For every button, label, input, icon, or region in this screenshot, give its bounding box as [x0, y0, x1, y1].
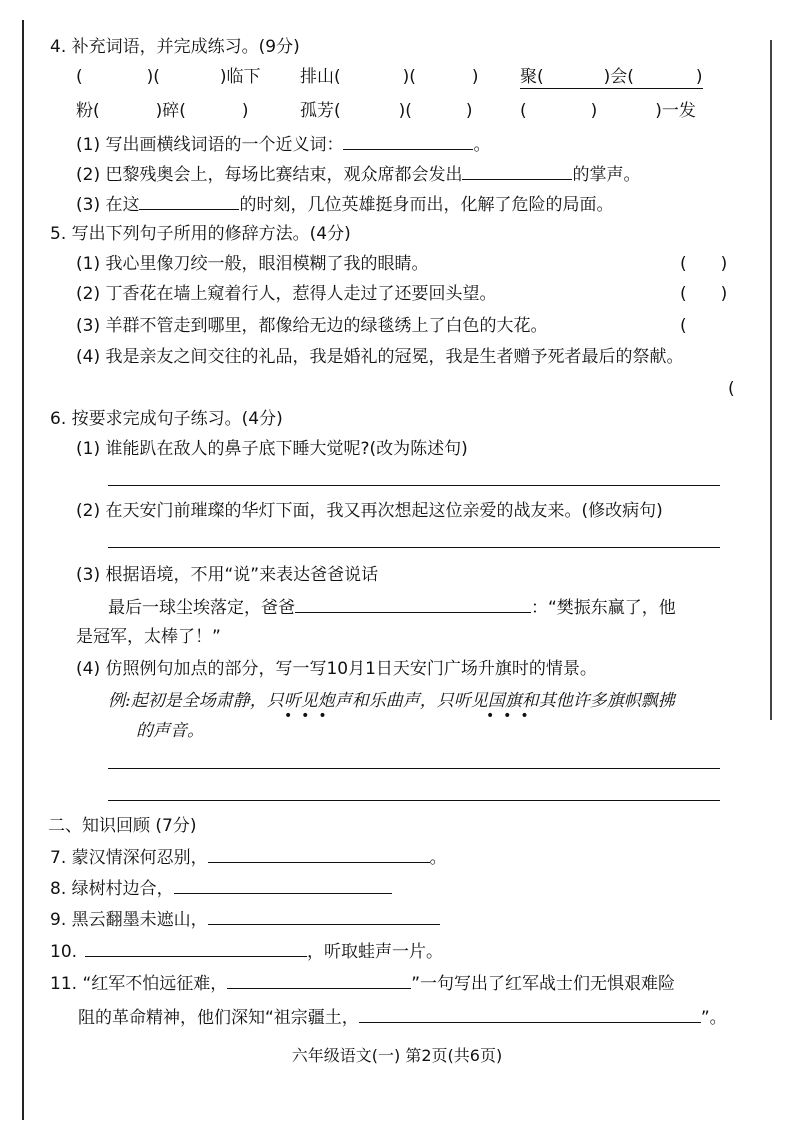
answer-blank[interactable]	[359, 1006, 701, 1023]
q5-answer-paren-2[interactable]	[680, 283, 727, 305]
answer-blank[interactable]	[462, 163, 572, 180]
paren: )	[471, 67, 479, 87]
paren: )	[241, 101, 249, 121]
q4-row1-c-underlined	[520, 66, 703, 89]
paren: )	[720, 284, 728, 304]
idiom-fragment: )一发	[655, 101, 696, 121]
paren: )(	[402, 67, 416, 87]
question-text: 11. “红军不怕远征难，	[50, 974, 228, 994]
question-text: 最后一球尘埃落定，爸爸	[108, 598, 295, 618]
q4-title: 4. 补充词语，并完成练习。(9分)	[50, 37, 300, 57]
idiom-fragment: 孤芳(	[300, 101, 341, 121]
idiom-fragment: 聚(	[520, 67, 544, 87]
answer-line[interactable]	[108, 768, 720, 769]
question-text: ：“樊振东赢了，他	[531, 598, 676, 618]
q10	[50, 940, 443, 963]
punct: 。	[473, 135, 491, 155]
q4-sub3	[76, 193, 613, 216]
q9	[50, 908, 440, 931]
paren: )(	[146, 67, 160, 87]
q11-line2	[78, 1006, 727, 1029]
q5-item-4: (4) 我是亲友之间交往的礼品，我是婚礼的冠冕，我是生者赠予死者最后的祭献。	[76, 347, 684, 367]
q4-row1-b	[300, 66, 479, 88]
q7	[50, 846, 447, 869]
right-margin-rule	[770, 40, 772, 720]
page-footer: 六年级语文(一) 第2页(共6页)	[291, 1046, 503, 1065]
example-text: 起初是全场肃静，只听见炮声和乐曲声，只听见国旗和其他许多旗帜飘拂	[130, 691, 675, 711]
q4-row2-b	[300, 100, 473, 122]
question-text: 阻的革命精神，他们深知“祖宗疆土，	[78, 1008, 359, 1028]
q6-s2: (2) 在天安门前璀璨的华灯下面，我又再次想起这位亲爱的战友来。(修改病句)	[76, 501, 663, 521]
paren: (	[680, 316, 687, 336]
answer-blank[interactable]	[174, 877, 392, 894]
question-text: ”一句写出了红军战士们无惧艰难险	[411, 974, 676, 994]
idiom-fragment: )会(	[603, 67, 634, 87]
q6-s4: (4) 仿照例句加点的部分，写一写10月1日天安门广场升旗时的情景。	[76, 659, 597, 679]
q5-item-3: (3) 羊群不管走到哪里，都像给无边的绿毯绣上了白色的大花。	[76, 316, 548, 336]
answer-line[interactable]	[108, 547, 720, 548]
answer-blank[interactable]	[139, 193, 239, 210]
question-text: 的时刻，几位英雄挺身而出，化解了危险的局面。	[239, 195, 614, 215]
paren: )	[695, 67, 703, 87]
q5-item-1: (1) 我心里像刀绞一般，眼泪模糊了我的眼睛。	[76, 254, 429, 274]
q4-sub2	[76, 163, 640, 186]
section2-title: 二、知识回顾 (7分)	[48, 816, 197, 836]
q6-s3-line2: 是冠军，太棒了！”	[76, 627, 221, 647]
question-text: (3) 在这	[76, 195, 140, 215]
idiom-fragment: )临下	[219, 67, 261, 87]
paren: (	[728, 379, 735, 399]
answer-line[interactable]	[108, 800, 720, 801]
question-text: ，听取蛙声一片。	[307, 942, 444, 962]
paren: (	[520, 101, 527, 121]
question-text: 的掌声。	[572, 165, 641, 185]
punct: 。	[429, 848, 447, 868]
paren: (	[680, 284, 687, 304]
q4-row1-a	[76, 66, 261, 88]
q8	[50, 877, 392, 900]
left-margin-rule	[22, 20, 24, 1120]
q4-sub1	[76, 133, 490, 156]
paren: (	[76, 67, 83, 87]
q6-example-line1	[108, 690, 675, 712]
question-text: 7. 蒙汉情深何忍别，	[50, 848, 208, 868]
paren: )(	[398, 101, 412, 121]
paren: )	[590, 101, 598, 121]
example-label: 例:	[108, 691, 131, 711]
paren: (	[680, 254, 687, 274]
question-number: 10.	[50, 942, 78, 962]
q5-item-2: (2) 丁香花在墙上窥着行人，惹得人走过了还要回头望。	[76, 284, 497, 304]
emphasis-dots: • • •	[284, 708, 327, 724]
idiom-fragment: 粉(	[76, 101, 100, 121]
question-text: (1) 写出画横线词语的一个近义词：	[76, 135, 344, 155]
punct: ”。	[700, 1008, 727, 1028]
answer-blank[interactable]	[208, 908, 440, 925]
q6-title: 6. 按要求完成句子练习。(4分)	[50, 409, 283, 429]
q5-answer-paren-3[interactable]	[680, 315, 687, 337]
q5-title: 5. 写出下列句子所用的修辞方法。(4分)	[50, 224, 351, 244]
answer-line[interactable]	[108, 485, 720, 486]
answer-blank[interactable]	[208, 846, 430, 863]
answer-blank[interactable]	[85, 940, 307, 957]
paren: )	[465, 101, 473, 121]
idiom-fragment: 排山(	[300, 67, 341, 87]
q6-s3-line1	[108, 596, 676, 619]
answer-blank[interactable]	[227, 972, 411, 989]
paren: )	[720, 254, 728, 274]
emphasis-dots: • • •	[486, 708, 529, 724]
q4-row2-a	[76, 100, 249, 122]
idiom-fragment: )碎(	[155, 101, 186, 121]
question-text: 9. 黑云翻墨未遮山，	[50, 910, 208, 930]
q6-s3: (3) 根据语境，不用“说”来表达爸爸说话	[76, 565, 379, 585]
q6-s1: (1) 谁能趴在敌人的鼻子底下睡大觉呢?(改为陈述句)	[76, 439, 468, 459]
answer-blank[interactable]	[295, 596, 531, 613]
question-text: 8. 绿树村边合，	[50, 879, 174, 899]
q4-row2-c	[520, 100, 696, 122]
q5-answer-paren-4[interactable]	[728, 378, 735, 400]
q5-answer-paren-1[interactable]	[680, 253, 727, 275]
answer-blank[interactable]	[343, 133, 473, 150]
q6-example-line2: 的声音。	[136, 721, 204, 741]
q11-line1	[50, 972, 675, 995]
question-text: (2) 巴黎残奥会上，每场比赛结束，观众席都会发出	[76, 165, 463, 185]
